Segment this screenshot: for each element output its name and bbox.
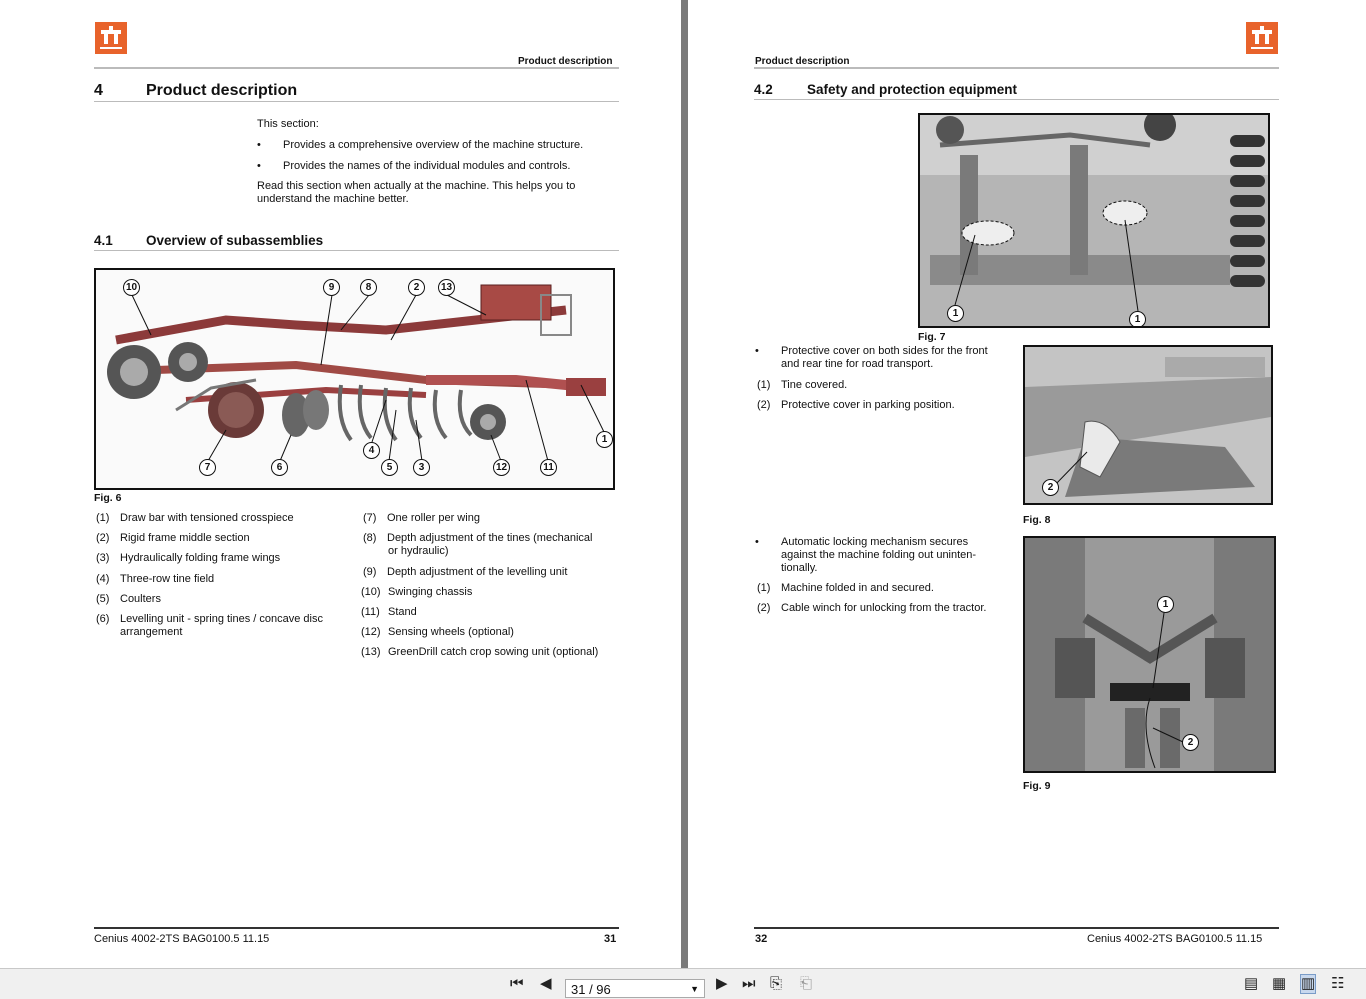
intro-text: This section: (257, 118, 319, 130)
legend-item: (1) Draw bar with tensioned crosspiece (96, 512, 294, 524)
amazone-logo-left (95, 22, 127, 54)
callout-6: 6 (271, 459, 288, 476)
section-rule (754, 99, 1279, 100)
footer-rule (754, 927, 1279, 929)
section-number: 4 (94, 82, 103, 99)
figure-label: Fig. 8 (1023, 514, 1051, 526)
next-page-icon[interactable]: ▶ (716, 975, 728, 992)
subsection-rule (94, 250, 619, 251)
legend-item-continuation: arrangement (120, 626, 183, 638)
legend-item: (11) Stand (361, 606, 417, 618)
document-page-left (0, 0, 681, 968)
callout-8: 8 (360, 279, 377, 296)
bullet-text: against the machine folding out uninten- (781, 549, 977, 561)
document-page-right (688, 0, 1366, 968)
bullet-text: and rear tine for road transport. (781, 358, 934, 370)
legend-item: (6) Levelling unit - spring tines / concave disc (96, 613, 323, 625)
amazone-logo-right (1246, 22, 1278, 54)
bullet-text: Provides the names of the individual modules and controls. (283, 160, 571, 172)
callout-1: 1 (1129, 311, 1146, 328)
legend-item: (12) Sensing wheels (optional) (361, 626, 514, 638)
legend-item: (5) Coulters (96, 593, 161, 605)
footer-page-number: 32 (755, 933, 768, 945)
section-rule (94, 101, 619, 102)
section-number: 4.2 (754, 82, 773, 97)
bullet-text: Automatic locking mechanism secures (781, 536, 969, 548)
legend-item-continuation: or hydraulic) (388, 545, 449, 557)
photo-tine-covers (920, 115, 1268, 326)
subsection-title: Overview of subassemblies (146, 233, 324, 248)
callout-2: 2 (1042, 479, 1059, 496)
go-back-icon[interactable]: ⎘ (770, 975, 783, 992)
legend-item: (10) Swinging chassis (361, 586, 473, 598)
running-header: Product description (518, 56, 613, 67)
footer-page-number: 31 (604, 933, 617, 945)
section-title: Product description (146, 82, 298, 99)
continuous-facing-view-icon[interactable]: ☷ (1331, 975, 1345, 992)
callout-1: 1 (1157, 596, 1174, 613)
legend-item: (4) Three-row tine field (96, 573, 215, 585)
chevron-down-icon: ▼ (690, 984, 699, 994)
callout-11: 11 (540, 459, 557, 476)
figure-label: Fig. 6 (94, 492, 122, 504)
page-number-value: 31 / 96 (571, 982, 611, 997)
running-header: Product description (755, 56, 850, 67)
callout-7: 7 (199, 459, 216, 476)
callout-2: 2 (408, 279, 425, 296)
figure-label: Fig. 7 (918, 331, 946, 343)
callout-5: 5 (381, 459, 398, 476)
legend-item: (1) Tine covered. (757, 379, 848, 391)
header-rule (754, 67, 1279, 69)
photo-protective-cover (1025, 347, 1271, 503)
footer-document-id: Cenius 4002-2TS BAG0100.5 11.15 (94, 933, 270, 945)
subsection-number: 4.1 (94, 233, 113, 248)
header-rule (94, 67, 619, 69)
bullet-text: Provides a comprehensive overview of the machine structure. (283, 139, 584, 151)
legend-item: (3) Hydraulically folding frame wings (96, 552, 281, 564)
photo-locking-mechanism (1025, 538, 1274, 771)
page-number-select[interactable] (565, 979, 705, 998)
machine-illustration (96, 270, 613, 488)
legend-item: (8) Depth adjustment of the tines (mechanical (363, 532, 593, 544)
figure-8-photo (1023, 345, 1273, 505)
legend-item: (2) Cable winch for unlocking from the tractor. (757, 602, 987, 614)
figure-7-photo (918, 113, 1270, 328)
previous-page-icon[interactable]: ◀ (540, 975, 552, 992)
footer-rule (94, 927, 619, 929)
single-page-view-icon[interactable]: ▤ (1244, 975, 1259, 992)
figure-9-photo (1023, 536, 1276, 773)
bullet-marker: • (755, 536, 759, 548)
callout-4: 4 (363, 442, 380, 459)
callout-3: 3 (413, 459, 430, 476)
bullet-marker: • (755, 345, 759, 357)
facing-pages-view-icon[interactable]: ▥ (1301, 975, 1316, 992)
callout-1: 1 (596, 431, 613, 448)
figure-6-machine-overview (94, 268, 615, 490)
bullet-marker: • (257, 160, 261, 172)
bullet-text: Protective cover on both sides for the front (781, 345, 988, 357)
first-page-icon[interactable]: ⏮ (510, 975, 524, 992)
legend-item: (9) Depth adjustment of the levelling unit (363, 566, 568, 578)
legend-item: (2) Rigid frame middle section (96, 532, 250, 544)
footer-document-id: Cenius 4002-2TS BAG0100.5 11.15 (1087, 933, 1263, 945)
callout-10: 10 (123, 279, 140, 296)
section-title: Safety and protection equipment (807, 82, 1018, 97)
callout-1: 1 (947, 305, 964, 322)
legend-item: (7) One roller per wing (363, 512, 480, 524)
last-page-icon[interactable]: ⏭ (742, 975, 756, 992)
callout-2: 2 (1182, 734, 1199, 751)
legend-item: (2) Protective cover in parking position. (757, 399, 955, 411)
legend-item: (1) Machine folded in and secured. (757, 582, 934, 594)
bullet-text: tionally. (781, 562, 818, 574)
callout-9: 9 (323, 279, 340, 296)
legend-item: (13) GreenDrill catch crop sowing unit (optional) (361, 646, 599, 658)
read-note-line: Read this section when actually at the machine. This helps you to (257, 180, 576, 192)
read-note-line: understand the machine better. (257, 193, 409, 205)
callout-12: 12 (493, 459, 510, 476)
go-forward-icon[interactable]: ⎗ (800, 975, 813, 992)
callout-13: 13 (438, 279, 455, 296)
figure-label: Fig. 9 (1023, 780, 1051, 792)
continuous-view-icon[interactable]: ▦ (1272, 975, 1287, 992)
bullet-marker: • (257, 139, 261, 151)
